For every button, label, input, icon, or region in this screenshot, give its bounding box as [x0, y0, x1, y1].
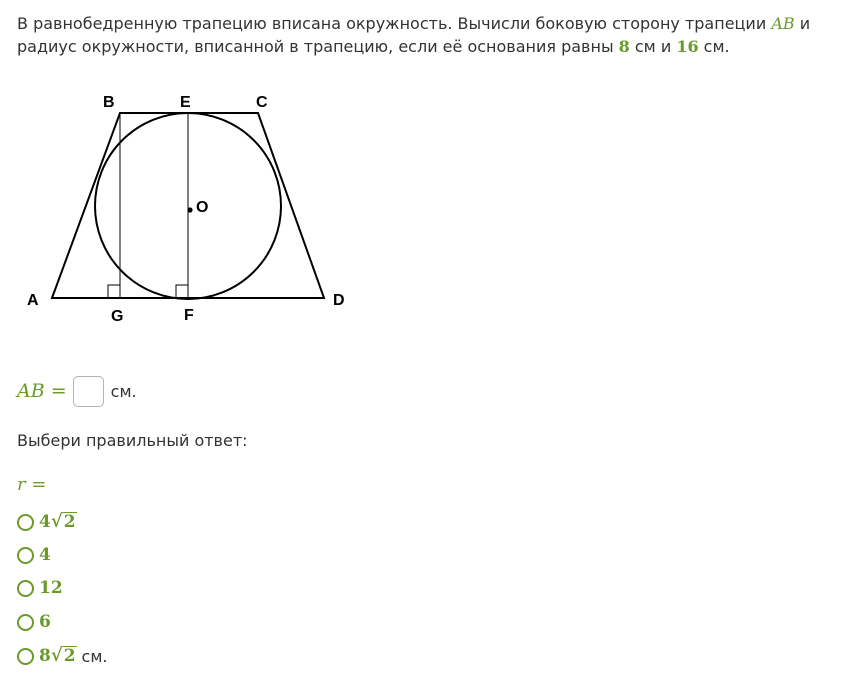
answer-row [17, 373, 137, 409]
option-3-value: 12 [39, 578, 63, 598]
problem-text-3: см и [629, 37, 677, 56]
option-4-value: 6 [39, 612, 51, 632]
choice-prompt: Выбери правильный ответ: [17, 431, 248, 450]
option-1-sqrt: √ 2 [50, 511, 76, 532]
label-c: C [256, 94, 268, 111]
option-5-coef: 8 [39, 646, 51, 666]
option-5[interactable] [17, 643, 107, 669]
option-2[interactable] [17, 542, 51, 568]
radio-icon[interactable] [17, 514, 34, 531]
label-e: E [180, 94, 191, 111]
radio-icon[interactable] [17, 614, 34, 631]
base-2-value: 16 [676, 37, 699, 56]
option-2-value: 4 [39, 545, 51, 565]
option-1-radicand: 2 [63, 512, 76, 532]
option-5-unit: см. [81, 646, 108, 666]
option-4[interactable] [17, 609, 51, 635]
radio-icon[interactable] [17, 580, 34, 597]
side-ab-math: AB [771, 14, 795, 33]
radio-icon[interactable] [17, 648, 34, 665]
center-point [187, 207, 192, 212]
option-5-radicand: 2 [63, 646, 76, 666]
answer-unit: см. [110, 381, 137, 401]
label-b: B [103, 94, 115, 111]
right-angle-f [176, 285, 188, 298]
problem-text-1: В равнобедренную трапецию вписана окружность. Вычисли боковую сторону трапеции [17, 14, 772, 33]
option-1-coef: 4 [39, 512, 51, 532]
answer-lhs: AB = [17, 380, 67, 402]
label-g: G [111, 308, 124, 325]
problem-text-4: см. [698, 37, 730, 56]
problem-text-2: и радиус окружности, вписанной в трапецию, если её основания равны [17, 14, 811, 56]
label-f: F [184, 307, 194, 324]
option-5-sqrt: √ 2 [50, 645, 76, 666]
option-3[interactable] [17, 575, 63, 601]
label-a: A [27, 292, 39, 309]
label-d: D [333, 292, 345, 309]
r-label: r = [17, 474, 47, 495]
right-angle-g [108, 285, 120, 298]
radio-icon[interactable] [17, 547, 34, 564]
option-1[interactable] [17, 509, 77, 535]
label-o: O [196, 199, 209, 216]
answer-input-box[interactable] [73, 376, 104, 407]
base-1-value: 8 [618, 37, 630, 56]
